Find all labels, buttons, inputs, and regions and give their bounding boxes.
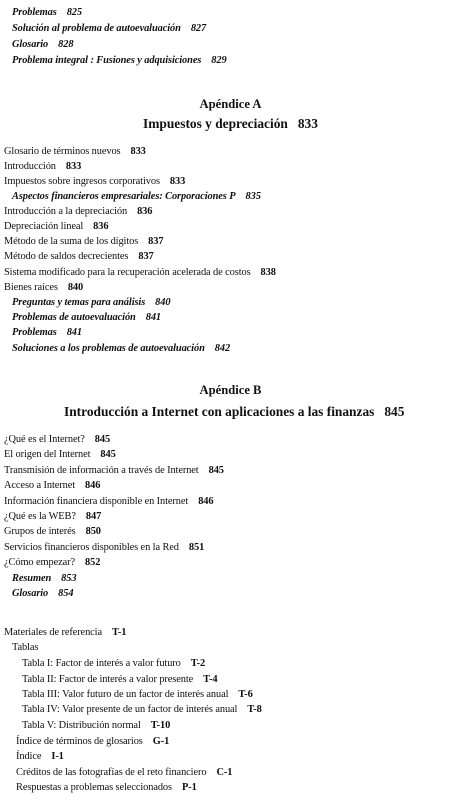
toc-entry: ¿Qué es el Internet? 845 — [4, 434, 111, 445]
toc-entry: Problemas 825 — [12, 7, 82, 18]
toc-entry: Transmisión de información a través de Internet 845 — [4, 465, 224, 476]
toc-entry: Preguntas y temas para análisis 840 — [12, 297, 171, 308]
toc-entry: Tabla III: Valor futuro de un factor de interés anual T-6 — [22, 689, 253, 700]
toc-entry: Aspectos financieros empresariales: Corporaciones P 835 — [12, 191, 261, 202]
toc-entry: Sistema modificado para la recuperación acelerada de costos 838 — [4, 267, 276, 278]
toc-entry: Tablas — [12, 642, 39, 653]
toc-entry: Impuestos sobre ingresos corporativos 833 — [4, 176, 186, 187]
toc-entry: Soluciones a los problemas de autoevaluación 842 — [12, 343, 231, 354]
toc-entry: Índice de términos de glosarios G-1 — [16, 736, 170, 747]
toc-entry: Glosario 828 — [12, 39, 74, 50]
toc-entry: Problemas 841 — [12, 327, 82, 338]
toc-entry: Problemas de autoevaluación 841 — [12, 312, 162, 323]
toc-entry: Glosario de términos nuevos 833 — [4, 146, 146, 157]
appendix-b-title: Introducción a Internet con aplicaciones a las finanzas 845 — [64, 404, 405, 419]
toc-entry: ¿Qué es la WEB? 847 — [4, 511, 102, 522]
toc-entry: Respuestas a problemas seleccionados P-1 — [16, 782, 197, 793]
toc-entry: Grupos de interés 850 — [4, 526, 101, 537]
toc-entry: Índice I-1 — [16, 751, 64, 762]
toc-entry: Acceso a Internet 846 — [4, 480, 101, 491]
toc-entry: Solución al problema de autoevaluación 827 — [12, 23, 207, 34]
toc-entry: Depreciación lineal 836 — [4, 221, 109, 232]
appendix-a-title: Impuestos y depreciación 833 — [143, 116, 318, 131]
toc-entry: Tabla IV: Valor presente de un factor de interés anual T-8 — [22, 704, 262, 715]
toc-entry: Bienes raíces 840 — [4, 282, 84, 293]
toc-entry: Introducción 833 — [4, 161, 82, 172]
toc-entry: Tabla I: Factor de interés a valor futuro T-2 — [22, 658, 206, 669]
toc-entry: Introducción a la depreciación 836 — [4, 206, 153, 217]
toc-entry: Tabla II: Factor de interés a valor presente T-4 — [22, 674, 218, 685]
toc-entry: Glosario 854 — [12, 588, 74, 599]
appendix-b-heading: Apéndice B — [199, 383, 262, 397]
toc-entry: Método de la suma de los dígitos 837 — [4, 236, 164, 247]
toc-entry: Problema integral : Fusiones y adquisiciones 829 — [12, 55, 227, 66]
toc-entry: Información financiera disponible en Internet 846 — [4, 496, 214, 507]
toc-entry: ¿Cómo empezar? 852 — [4, 557, 101, 568]
toc-entry: Tabla V: Distribución normal T-10 — [22, 720, 171, 731]
toc-entry: El origen del Internet 845 — [4, 449, 116, 460]
appendix-a-heading: Apéndice A — [199, 97, 262, 111]
toc-entry: Resumen 853 — [12, 573, 77, 584]
toc-entry: Servicios financieros disponibles en la Red 851 — [4, 542, 205, 553]
toc-entry: Materiales de referencia T-1 — [4, 627, 127, 638]
toc-entry: Créditos de las fotografías de el reto financiero C-1 — [16, 767, 233, 778]
toc-entry: Método de saldos decrecientes 837 — [4, 251, 154, 262]
